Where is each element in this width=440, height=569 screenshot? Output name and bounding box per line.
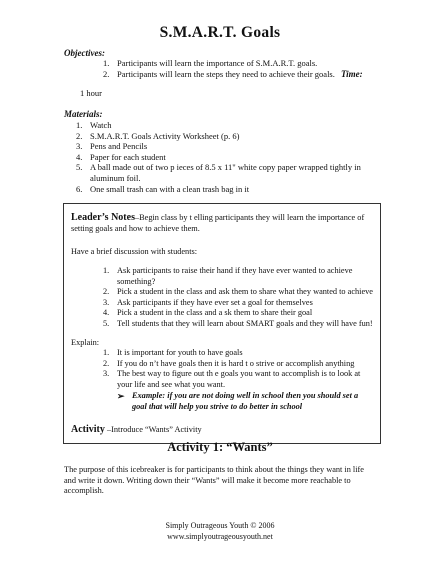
leader-notes-intro (71, 213, 373, 234)
item-text: It is important for youth to have goals (117, 348, 243, 357)
item-text: Pens and Pencils (90, 141, 148, 152)
item-number: 6. (76, 183, 83, 194)
explain-list (103, 348, 375, 390)
item-number: 3. (76, 141, 83, 152)
explain-label: Explain: (71, 338, 100, 347)
item-number: 2. (76, 130, 83, 141)
item-number: 5. (103, 318, 110, 328)
item-number: 2. (103, 68, 110, 79)
item-number: 3. (103, 297, 110, 307)
item-number: 5. (76, 162, 83, 173)
item-text: Pick a student in the class and a sk them to share their goal (117, 308, 313, 318)
discussion-item (103, 287, 375, 298)
discussion-item (103, 308, 375, 319)
item-number: 2. (103, 287, 110, 297)
explain-item (103, 359, 375, 370)
item-text: The best way to figure out th e goals you want to accomplish is to look at your life and see what you want. (117, 369, 361, 389)
item-text: Watch (90, 120, 112, 130)
item-text: S.M.A.R.T. Goals Activity Worksheet (p. 6) (90, 130, 240, 141)
material-item (76, 184, 376, 195)
item-text: Pick a student in the class and ask them to share what they wanted to achieve (117, 287, 373, 297)
item-number: 1. (103, 266, 110, 275)
item-text: Tell students that they will learn about SMART goals and they will have fun! (117, 318, 373, 328)
leader-notes-intro-text: –Begin class by t elling participants they will learn the importance of setting goals and how to achieve them. (71, 213, 365, 233)
material-item (76, 120, 376, 131)
activity-label: Activity (71, 424, 105, 435)
item-text: Ask participants to raise their hand if they have ever wanted to achieve something? (117, 266, 353, 286)
material-item (76, 162, 376, 183)
item-text: If you do n’t have goals then it is hard t o strive or accomplish anything (117, 358, 355, 368)
item-number: 4. (76, 151, 83, 162)
objectives-heading: Objectives: (64, 48, 105, 58)
item-text: Participants will learn the steps they need to achieve their goals. (117, 68, 335, 79)
discussion-item (103, 319, 375, 330)
objective-item (103, 58, 403, 69)
arrow-bullet-icon: ➢ (117, 391, 125, 401)
material-item (76, 131, 376, 142)
item-text: A ball made out of two p ieces of 8.5 x 11" white copy paper wrapped tightly in aluminum foil. (90, 162, 361, 183)
item-text: Participants will learn the importance of S.M.A.R.T. goals. (117, 58, 318, 68)
material-item (76, 141, 376, 152)
item-number: 1. (76, 120, 83, 130)
discussion-item (103, 266, 375, 287)
item-text: Paper for each student (90, 151, 166, 162)
materials-list (76, 120, 376, 194)
activity-title: Activity 1: “Wants” (167, 440, 273, 454)
discussion-list (103, 266, 375, 330)
page-title: S.M.A.R.T. Goals (159, 24, 281, 41)
item-number: 1. (103, 348, 110, 357)
example-note (117, 391, 372, 412)
explain-item (103, 369, 375, 390)
item-text: One small trash can with a clean trash bag in it (90, 183, 250, 194)
item-number: 1. (103, 58, 110, 68)
time-label: Time: (341, 69, 363, 79)
example-text: Example: if you are not doing well in school then you should set a goal that will help you strive to do better in school (132, 391, 359, 411)
activity-intro (71, 424, 202, 435)
item-number: 3. (103, 369, 110, 379)
material-item (76, 152, 376, 163)
leader-notes-box (63, 203, 381, 444)
discussion-item (103, 298, 375, 309)
item-number: 2. (103, 358, 110, 368)
materials-heading: Materials: (64, 109, 103, 119)
time-value: 1 hour (80, 88, 102, 98)
footer-copyright: Simply Outrageous Youth © 2006 (165, 521, 275, 530)
discussion-intro: Have a brief discussion with students: (71, 247, 198, 256)
activity-intro-text: –Introduce “Wants” Activity (104, 425, 202, 434)
explain-item (103, 348, 375, 359)
activity-paragraph: The purpose of this icebreaker is for participants to think about the things they want in life and write it down. Writing down their “Wants” will make it become more reachable to accomplish. (64, 465, 364, 496)
leader-notes-heading: Leader’s Notes (71, 212, 135, 223)
item-number: 4. (103, 308, 110, 318)
item-text: Ask participants if they have ever set a goal for themselves (117, 297, 313, 307)
footer-website: www.simplyoutrageousyouth.net (167, 532, 273, 541)
